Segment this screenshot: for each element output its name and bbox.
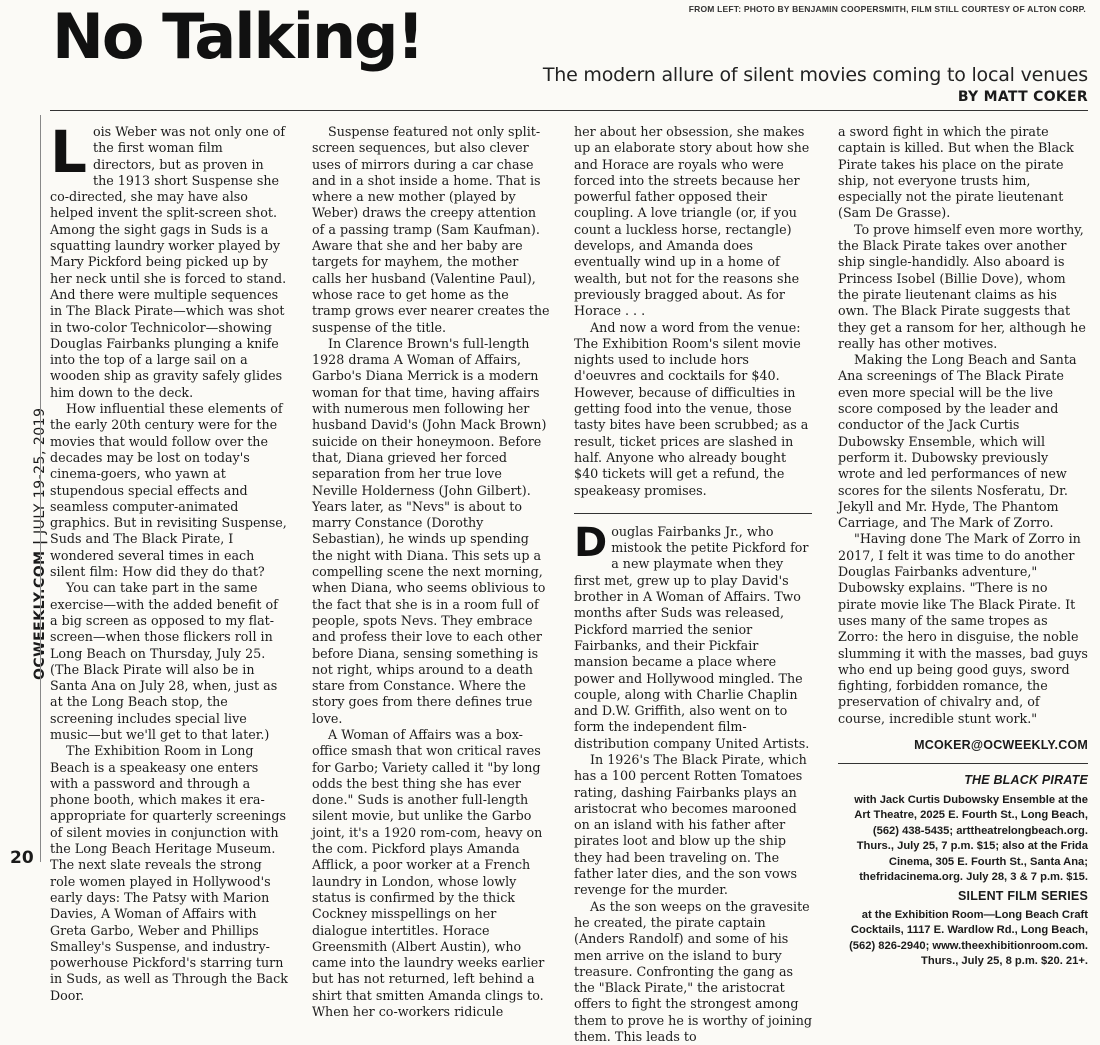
article-paragraph: A Woman of Affairs was a box-office smash that won critical raves for Garbo; Variety called it "by long odds the best thing she has ever done." Suds is another full-length silent movie, but unlike the Garbo joint, it's a 1920 rom-com, heavy on the com. Pickford plays Amanda Afflick, a poor worker at a French laundry in London, whose lowly status is confirmed by the thick Cockney misspellings on her dialogue intertitles. Horace Greensmith (Albert Austin), who came into the laundry weeks earlier but has not returned, left behind a shirt that smitten Amanda clings to. When her co-workers ridicule xyxy=(312,726,545,1020)
article-paragraph: To prove himself even more worthy, the Black Pirate takes over another ship single-handidly. Also aboard is Princess Isobel (Billie Dove), whom the pirate lieutenant claims as his own. The Black Pirate suggests that they get a ransom for her, although he really has other motives. xyxy=(838,221,1086,351)
article-paragraph: In Clarence Brown's full-length 1928 drama A Woman of Affairs, Garbo's Diana Merrick is a modern woman for that time, having affairs with numerous men following her husband David's (John Mack Brown) suicide on their honeymoon. Before that, Diana grieved her forced separation from her true love Neville Holderness (John Gilbert). Years later, as "Nevs" is about to marry Constance (Dorothy Sebastian), he winds up spending the night with Diana. This sets up a compelling scene the next morning, when Diana, who seems oblivious to the fact that she is in a room full of people, spots Nevs. They embrace and profess their love to each other before Diana, sensing something is not right, whips around to a death stare from Constance. Where the story goes from there defines true love. xyxy=(312,335,547,726)
article-column-3 xyxy=(574,124,812,1045)
page-number: 20 xyxy=(10,848,34,868)
article-paragraph: You can take part in the same exercise—with the added benefit of a big screen as opposed to my flat-screen—when those flickers roll in Long Beach on Thursday, July 25. (The Black Pirate will also be in Santa Ana on July 28, when, just as at the Long Beach stop, the screening includes special live music—but we'll get to that later.) xyxy=(50,580,278,742)
page-margin xyxy=(6,120,48,860)
article-paragraph: "Having done The Mark of Zorro in 2017, I felt it was time to do another Douglas Fairbanks adventure," Dubowsky explains. "There is no pirate movie like The Black Pirate. It uses many of the same tropes as Zorro: the hero in disguise, the noble slumming it with the masses, bad guys who end up being good guys, sword fighting, forbidden romance, the preservation of chivalry and, of course, incredible stunt work." xyxy=(838,531,1088,726)
article-paragraph: How influential these elements of the early 20th century were for the movies that would follow over the decades may be lost on today's cinema-goers, who yawn at stupendous special effects and seamless computer-animated graphics. But in revisiting Suspense, Suds and The Black Pirate, I wondered several times in each silent film: How did they do that? xyxy=(50,401,287,580)
folio-separator: | xyxy=(32,539,48,546)
event-info-box xyxy=(838,763,1088,970)
event-details: with Jack Curtis Dubowsky Ensemble at the Art Theatre, 2025 E. Fourth St., Long Beach, (562) 438-5435; arttheatrelongbeach.org. Thurs., July 25, 7 p.m. $15; also at the Frida Cinema, 305 E. Fourth St., Santa Ana; thefridacinema.org. July 28, 3 & 7 p.m. $15. xyxy=(854,793,1088,884)
article-column-1 xyxy=(50,118,288,1004)
article-column-2 xyxy=(312,124,550,1020)
article-paragraph: Lois Weber was not only one of the first woman film directors, but as proven in the 1913 short Suspense she co-directed, she may have also helped invent the split-screen shot. Among the sight gags in Suds is a squatting laundry worker played by Mary Pickford being picked up by her neck until she is forced to stand. And there were multiple sequences in The Black Pirate—which was shot in two-color Technicolor—showing Douglas Fairbanks plunging a knife into the top of a large sail on a wooden ship as gravity safely glides him down to the deck. xyxy=(50,118,287,400)
article-paragraph: The Exhibition Room in Long Beach is a speakeasy one enters with a password and through a phone booth, which makes it era-appropriate for quarterly screenings of silent movies in conjunction with the Long Beach Heritage Museum. The next slate reveals the strong role women played in Hollywood's early days: The Patsy with Marion Davies, A Woman of Affairs with Greta Garbo, Weber and Phillips Smalley's Suspense, and industry-powerhouse Pickford's starring turn in Suds, as well as Through the Back Door. xyxy=(50,743,288,1003)
header-rule xyxy=(50,110,1088,111)
event-title: SILENT FILM SERIES xyxy=(958,888,1088,903)
article-paragraph: In 1926's The Black Pirate, which has a 100 percent Rotten Tomatoes rating, dashing Fairbanks plays an aristocrat who becomes marooned on an island with his father after pirates loot and blow up the ship they had been traveling on. The father later dies, and the son vows revenge for the murder. xyxy=(574,751,807,898)
article-paragraph: Making the Long Beach and Santa Ana screenings of The Black Pirate even more special will be the live score composed by the leader and conductor of the Jack Curtis Dubowsky Ensemble, which will perform it. Dubowsky previously wrote and led performances of new scores for the silents Nosferatu, Dr. Jekyll and Mr. Hyde, The Phantom Carriage, and The Mark of Zorro. xyxy=(838,352,1077,531)
site-name: OCWEEKLY.COM xyxy=(32,550,48,680)
article-paragraph: As the son weeps on the gravesite he created, the pirate captain (Anders Randolf) and some of his men arrive on the island to bury treasure. Confronting the gang as the "Black Pirate," the aristocrat offers to fight the strongest among them to prove he is worthy of joining them. This leads to xyxy=(574,898,813,1045)
section-divider xyxy=(574,513,812,514)
article-paragraph: Suspense featured not only split-screen sequences, but also clever uses of mirrors during a car chase and in a shot inside a home. That is where a new mother (played by Weber) draws the creepy attention of a passing tramp (Sam Kaufman). Aware that she and her baby are targets for mayhem, the mother calls her husband (Valentine Paul), whose race to get home as the tramp grows ever nearer creates the suspense of the title. xyxy=(312,124,550,335)
article-paragraph: Douglas Fairbanks Jr., who mistook the petite Pickford for a new playmate when they first met, grew up to play David's brother in A Woman of Affairs. Two months after Suds was released, Pickford married the senior Fairbanks, and their Pickfair mansion became a place where power and Hollywood mingled. The couple, along with Charlie Chaplin and D.W. Griffith, also went on to form the independent film-distribution company United Artists. xyxy=(574,519,810,751)
article-paragraph: a sword fight in which the pirate captain is killed. But when the Black Pirate takes his place on the pirate ship, not everyone trusts him, especially not the pirate lieutenant (Sam De Grasse). xyxy=(838,124,1074,221)
event-title: THE BLACK PIRATE xyxy=(964,773,1088,788)
issue-date: JULY 19-25, 2019 xyxy=(32,407,48,535)
event-details: at the Exhibition Room—Long Beach Craft Cocktails, 1117 E. Wardlow Rd., Long Beach, (562) 826-2940; www.theexhibitionroom.com. Thurs., July 25, 8 p.m. $20. 21+. xyxy=(849,908,1088,968)
author-email: MCOKER@OCWEEKLY.COM xyxy=(914,737,1088,752)
article-column-4 xyxy=(838,124,1088,970)
article-paragraph: her about her obsession, she makes up an elaborate story about how she and Horace are royals who were forced into the streets because her powerful father opposed their coupling. A love triangle (or, if you count a luckless horse, rectangle) develops, and Amanda does eventually wind up in a home of wealth, but not for the reasons she previously bragged about. As for Horace . . . xyxy=(574,124,810,319)
article-paragraph: And now a word from the venue: The Exhibition Room's silent movie nights used to include hors d'oeuvres and cocktails for $40. However, because of difficulties in getting food into the venue, those tasty bites have been scrubbed; as a result, ticket prices are slashed in half. Anyone who already bought $40 tickets will get a refund, the speakeasy promises. xyxy=(574,319,809,498)
drop-cap: D xyxy=(574,519,608,566)
subheadline: The modern allure of silent movies coming to local venues xyxy=(542,64,1088,86)
photo-credit: FROM LEFT: PHOTO BY BENJAMIN COOPERSMITH, FILM STILL COURTESY OF ALTON CORP. xyxy=(688,4,1086,14)
dek xyxy=(543,64,1088,105)
margin-divider xyxy=(40,115,41,862)
drop-cap: L xyxy=(50,118,87,186)
headline: No Talking! xyxy=(52,0,423,73)
byline: BY MATT COKER xyxy=(957,89,1088,105)
